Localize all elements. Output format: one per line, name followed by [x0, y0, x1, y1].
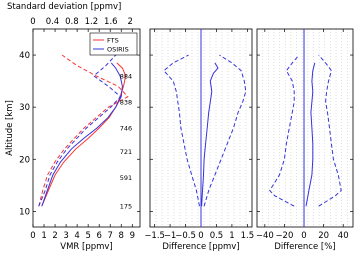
- x-tick-label: 0: [198, 231, 204, 241]
- legend-label-osiris: OSIRIS: [107, 45, 129, 54]
- x-tick-label: 1: [229, 231, 235, 241]
- count-label: 721: [119, 147, 133, 156]
- dashed-series-line: [164, 55, 200, 206]
- x-tick-label: 1: [41, 231, 47, 241]
- y-tick-label: 10: [19, 207, 30, 218]
- x-tick-label: 0.5: [209, 231, 224, 241]
- osiris-series-line: [42, 63, 123, 206]
- x-tick-label: −40: [255, 231, 274, 241]
- x-axis-label: VMR [ppmv]: [60, 242, 113, 252]
- x-axis-label: Difference [ppmv]: [162, 242, 240, 252]
- count-label: 884: [119, 72, 133, 81]
- count-label: 591: [119, 174, 133, 182]
- x-tick-label: −1: [163, 231, 177, 241]
- x-tick-label: 5: [85, 231, 91, 241]
- difference-ppmv-panel: [144, 29, 254, 252]
- x-tick-label: 3: [63, 231, 69, 241]
- y-tick-label: 40: [19, 51, 30, 62]
- x-tick-label: 0: [301, 231, 307, 241]
- x-tick-label: 2: [52, 231, 58, 241]
- x-tick-label: 6: [96, 231, 102, 241]
- difference-percent-panel: [256, 29, 353, 252]
- vmr-panel: [5, 2, 140, 252]
- x2-tick-label: 1.6: [104, 17, 118, 27]
- x-tick-label: −1.5: [144, 231, 165, 241]
- dashed-series-line: [319, 55, 342, 206]
- x2-tick-label: 0.4: [45, 17, 60, 27]
- x2-tick-label: 0.8: [65, 17, 79, 27]
- legend-label-fts: FTS: [107, 36, 119, 45]
- x2-tick-label: 0: [30, 17, 36, 27]
- x2-tick-label: 1.2: [84, 17, 99, 27]
- dashed-series-line: [204, 55, 246, 206]
- dashed-series-line: [39, 55, 128, 206]
- y-axis-label: Altitude [km]: [5, 100, 15, 156]
- x-tick-label: 20: [318, 231, 330, 241]
- y-tick-label: 30: [19, 103, 30, 114]
- dashed-series-line: [39, 45, 121, 207]
- x-tick-label: 40: [337, 231, 349, 241]
- x-tick-label: 0: [30, 231, 36, 241]
- x-tick-label: 8: [118, 231, 124, 241]
- x-tick-label: 9: [129, 231, 135, 241]
- x2-tick-label: 2: [127, 17, 133, 27]
- x-tick-label: 4: [74, 231, 80, 241]
- x-tick-label: 7: [107, 231, 113, 241]
- count-label: 838: [119, 98, 133, 107]
- x-axis-label: Difference [%]: [274, 242, 336, 252]
- y-tick-label: 20: [19, 155, 30, 166]
- x2-axis-label: Standard deviation [ppmv]: [7, 2, 122, 12]
- count-label: 746: [119, 124, 133, 133]
- x-tick-label: 1.5: [240, 231, 255, 241]
- plot-frame: [257, 29, 353, 227]
- x-tick-label: −20: [275, 231, 294, 241]
- x-tick-label: −0.5: [175, 231, 196, 241]
- count-label: 175: [119, 202, 133, 211]
